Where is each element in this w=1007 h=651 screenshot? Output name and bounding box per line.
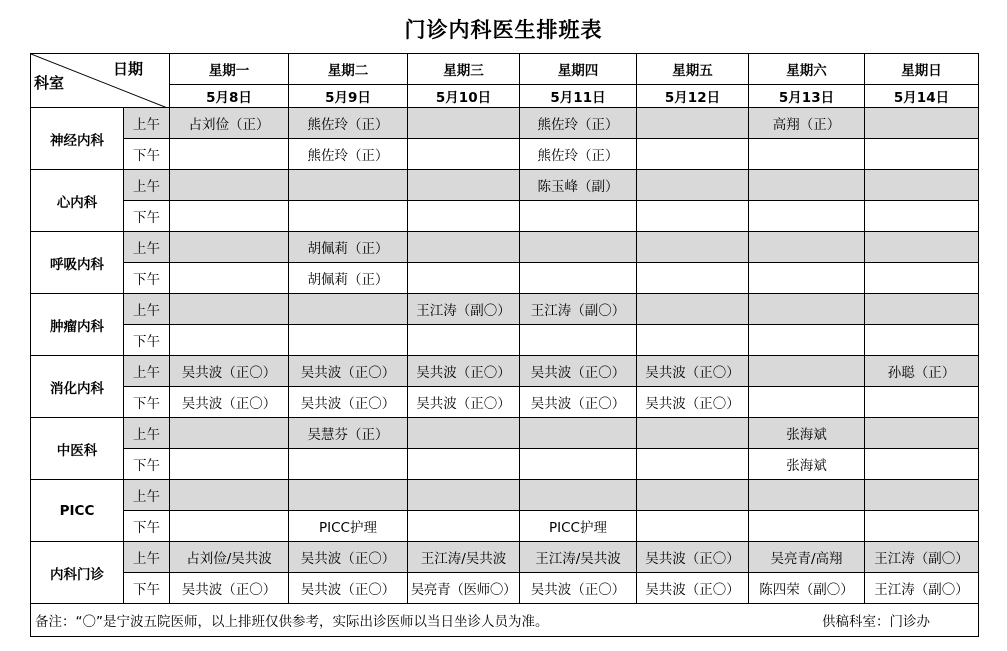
schedule-cell: 吴共波（正〇） (520, 387, 637, 418)
period-label: 上午 (124, 480, 170, 511)
day-name: 星期三 (408, 54, 520, 85)
footer-cell (31, 604, 979, 637)
schedule-row-am (31, 232, 979, 263)
schedule-cell (408, 263, 520, 294)
schedule-cell (289, 201, 408, 232)
schedule-row-pm (31, 449, 979, 480)
schedule-row-pm (31, 573, 979, 604)
schedule-cell: 吴共波（正〇） (637, 387, 749, 418)
schedule-cell (170, 480, 289, 511)
page-title: 门诊内科医生排班表 (404, 18, 603, 42)
day-date: 5月12日 (637, 85, 749, 108)
footer-note: 备注：“〇”是宁波五院医师，以上排班仅供参考，实际出诊医师以当日坐诊人员为准。 (35, 614, 549, 630)
department-name: 神经内科 (31, 108, 124, 170)
schedule-cell: 吴共波（正〇） (520, 356, 637, 387)
schedule-cell (520, 263, 637, 294)
schedule-cell (637, 511, 749, 542)
schedule-cell (170, 449, 289, 480)
schedule-cell (170, 201, 289, 232)
schedule-row-am (31, 294, 979, 325)
schedule-cell (170, 232, 289, 263)
schedule-row-am (31, 418, 979, 449)
schedule-cell: 胡佩莉（正） (289, 263, 408, 294)
schedule-cell: 王江涛（副〇） (520, 294, 637, 325)
schedule-cell (637, 263, 749, 294)
schedule-cell (865, 232, 979, 263)
schedule-cell (749, 387, 865, 418)
schedule-row-pm (31, 325, 979, 356)
schedule-cell (749, 170, 865, 201)
schedule-cell (865, 387, 979, 418)
schedule-cell: 占刘俭（正） (170, 108, 289, 139)
schedule-cell (408, 232, 520, 263)
period-label: 下午 (124, 139, 170, 170)
schedule-cell: 吴共波（正〇） (637, 356, 749, 387)
schedule-cell: 吴共波（正〇） (637, 573, 749, 604)
schedule-cell: 吴共波（正〇） (289, 387, 408, 418)
schedule-cell (637, 418, 749, 449)
schedule-cell: 王江涛/吴共波 (408, 542, 520, 573)
schedule-cell (289, 294, 408, 325)
schedule-cell (520, 480, 637, 511)
schedule-cell (749, 356, 865, 387)
schedule-cell (520, 201, 637, 232)
footer-supplier: 供稿科室：门诊办 (822, 614, 930, 630)
schedule-cell: 吴共波（正〇） (289, 356, 408, 387)
schedule-cell (408, 170, 520, 201)
schedule-cell: 吴共波（正〇） (170, 573, 289, 604)
department-name: 内科门诊 (31, 542, 124, 604)
schedule-cell (749, 232, 865, 263)
schedule-cell (170, 418, 289, 449)
schedule-table (30, 53, 979, 637)
schedule-cell (408, 449, 520, 480)
schedule-cell (170, 325, 289, 356)
schedule-cell: 高翔（正） (749, 108, 865, 139)
schedule-cell (170, 263, 289, 294)
schedule-cell (637, 325, 749, 356)
schedule-cell (637, 449, 749, 480)
schedule-cell: 王江涛（副〇） (408, 294, 520, 325)
day-date: 5月9日 (289, 85, 408, 108)
period-label: 上午 (124, 170, 170, 201)
schedule-cell (865, 480, 979, 511)
schedule-row-pm (31, 511, 979, 542)
schedule-cell: 吴共波（正〇） (289, 573, 408, 604)
schedule-cell: 陈四荣（副〇） (749, 573, 865, 604)
period-label: 下午 (124, 511, 170, 542)
schedule-cell: 张海斌 (749, 418, 865, 449)
period-label: 上午 (124, 356, 170, 387)
schedule-cell: 熊佐玲（正） (289, 139, 408, 170)
schedule-cell: 吴亮青/高翔 (749, 542, 865, 573)
schedule-cell (408, 511, 520, 542)
schedule-cell: PICC护理 (520, 511, 637, 542)
schedule-cell (865, 170, 979, 201)
department-name: 心内科 (31, 170, 124, 232)
schedule-cell: 熊佐玲（正） (520, 108, 637, 139)
day-name: 星期日 (865, 54, 979, 85)
schedule-cell: 熊佐玲（正） (289, 108, 408, 139)
schedule-cell (637, 480, 749, 511)
schedule-row-am (31, 480, 979, 511)
day-date: 5月13日 (749, 85, 865, 108)
footer-row (31, 604, 979, 637)
schedule-cell: 吴共波（正〇） (170, 356, 289, 387)
period-label: 上午 (124, 418, 170, 449)
schedule-cell (865, 139, 979, 170)
schedule-cell: 吴共波（正〇） (408, 356, 520, 387)
period-label: 下午 (124, 263, 170, 294)
schedule-cell (637, 108, 749, 139)
schedule-cell: 吴亮青（医师〇） (408, 573, 520, 604)
schedule-row-pm (31, 387, 979, 418)
period-label: 下午 (124, 449, 170, 480)
schedule-row-am (31, 356, 979, 387)
schedule-cell (289, 325, 408, 356)
schedule-cell (749, 139, 865, 170)
schedule-cell (637, 232, 749, 263)
period-label: 上午 (124, 542, 170, 573)
schedule-row-am (31, 108, 979, 139)
schedule-cell (749, 201, 865, 232)
schedule-cell (637, 139, 749, 170)
period-label: 下午 (124, 573, 170, 604)
schedule-cell: 王江涛/吴共波 (520, 542, 637, 573)
schedule-cell: 孙聪（正） (865, 356, 979, 387)
schedule-cell (865, 263, 979, 294)
schedule-cell: PICC护理 (289, 511, 408, 542)
schedule-cell (408, 139, 520, 170)
schedule-cell (408, 418, 520, 449)
schedule-cell: 熊佐玲（正） (520, 139, 637, 170)
schedule-cell (170, 294, 289, 325)
schedule-cell (865, 201, 979, 232)
corner-header (31, 54, 170, 108)
schedule-cell: 吴慧芬（正） (289, 418, 408, 449)
period-label: 下午 (124, 387, 170, 418)
schedule-cell: 张海斌 (749, 449, 865, 480)
schedule-cell (520, 449, 637, 480)
day-date: 5月14日 (865, 85, 979, 108)
schedule-cell: 占刘俭/吴共波 (170, 542, 289, 573)
schedule-cell (289, 170, 408, 201)
period-label: 上午 (124, 108, 170, 139)
schedule-cell (170, 511, 289, 542)
schedule-cell (289, 480, 408, 511)
schedule-row-pm (31, 263, 979, 294)
schedule-cell: 胡佩莉（正） (289, 232, 408, 263)
schedule-row-pm (31, 139, 979, 170)
day-date: 5月8日 (170, 85, 289, 108)
day-date: 5月11日 (520, 85, 637, 108)
day-name: 星期五 (637, 54, 749, 85)
schedule-row-am (31, 170, 979, 201)
schedule-cell (289, 449, 408, 480)
day-name: 星期二 (289, 54, 408, 85)
schedule-row-am (31, 542, 979, 573)
schedule-cell: 吴共波（正〇） (637, 542, 749, 573)
corner-date-label: 日期 (112, 60, 143, 78)
header-row-dates (31, 85, 979, 108)
header-row-days (31, 54, 979, 85)
schedule-cell (865, 449, 979, 480)
schedule-cell: 吴共波（正〇） (289, 542, 408, 573)
period-label: 下午 (124, 201, 170, 232)
schedule-cell: 吴共波（正〇） (170, 387, 289, 418)
department-name: 呼吸内科 (31, 232, 124, 294)
schedule-cell (637, 170, 749, 201)
schedule-cell (865, 108, 979, 139)
schedule-cell (520, 418, 637, 449)
department-name: PICC (31, 480, 124, 542)
day-name: 星期四 (520, 54, 637, 85)
schedule-cell: 吴共波（正〇） (520, 573, 637, 604)
schedule-cell (865, 294, 979, 325)
day-date: 5月10日 (408, 85, 520, 108)
schedule-cell (749, 263, 865, 294)
schedule-cell (749, 294, 865, 325)
period-label: 下午 (124, 325, 170, 356)
day-name: 星期六 (749, 54, 865, 85)
corner-dept-label: 科室 (34, 74, 65, 92)
department-name: 中医科 (31, 418, 124, 480)
schedule-cell (408, 108, 520, 139)
schedule-cell (170, 139, 289, 170)
schedule-cell (408, 201, 520, 232)
period-label: 上午 (124, 294, 170, 325)
department-name: 消化内科 (31, 356, 124, 418)
schedule-cell (408, 480, 520, 511)
schedule-cell: 陈玉峰（副） (520, 170, 637, 201)
schedule-cell (637, 201, 749, 232)
schedule-cell (637, 294, 749, 325)
schedule-cell (520, 325, 637, 356)
schedule-cell (865, 511, 979, 542)
schedule-cell (749, 325, 865, 356)
schedule-cell: 吴共波（正〇） (408, 387, 520, 418)
department-name: 肿瘤内科 (31, 294, 124, 356)
period-label: 上午 (124, 232, 170, 263)
schedule-cell (408, 325, 520, 356)
day-name: 星期一 (170, 54, 289, 85)
schedule-cell (749, 511, 865, 542)
schedule-cell (865, 325, 979, 356)
schedule-cell (520, 232, 637, 263)
schedule-cell (749, 480, 865, 511)
schedule-row-pm (31, 201, 979, 232)
schedule-cell: 王江涛（副〇） (865, 573, 979, 604)
schedule-cell: 王江涛（副〇） (865, 542, 979, 573)
schedule-cell (170, 170, 289, 201)
schedule-cell (865, 418, 979, 449)
